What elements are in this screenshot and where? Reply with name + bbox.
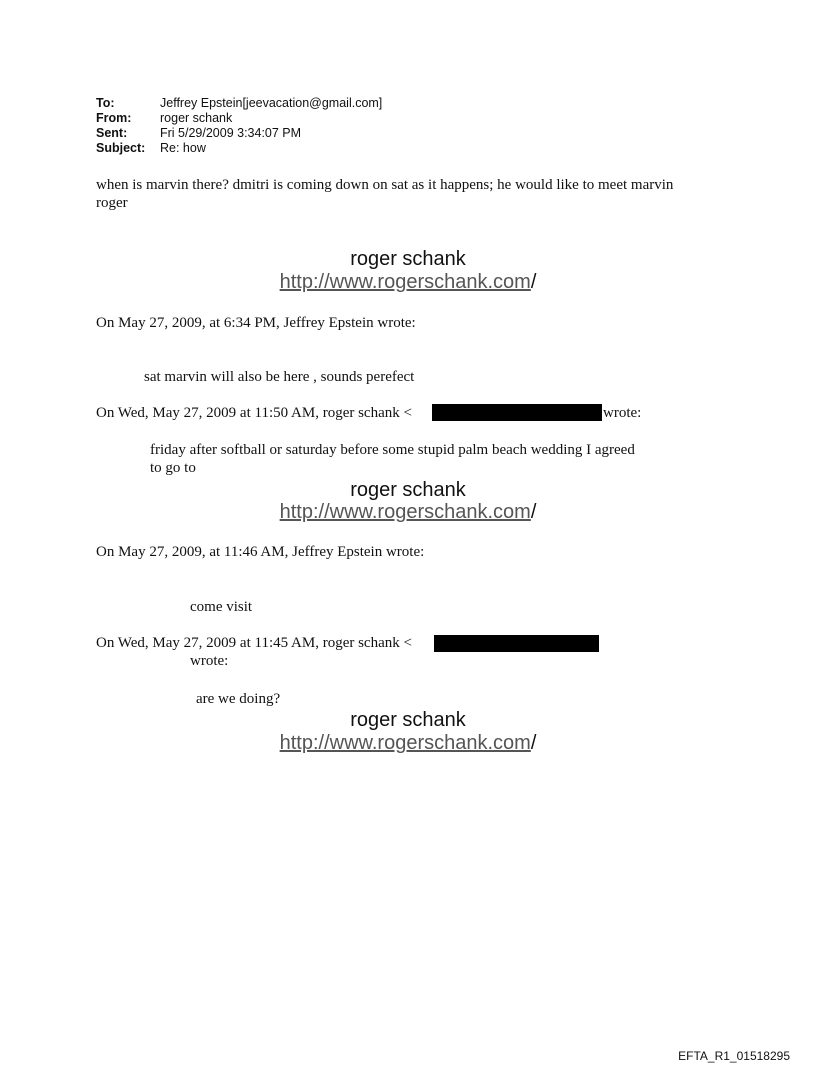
- quote2-intro: [96, 404, 412, 422]
- quote4-intro-suffix: wrote:: [190, 653, 229, 669]
- from-label: From:: [96, 111, 132, 125]
- redaction-box: [432, 404, 602, 421]
- quote4-intro-prefix: On Wed, May 27, 2009 at 11:45 AM, roger schank <: [96, 635, 412, 651]
- signature-url-link[interactable]: http://www.rogerschank.com: [279, 501, 531, 523]
- from-value: roger schank: [160, 111, 233, 125]
- document-id: EFTA_R1_01518295: [678, 1049, 790, 1063]
- quote4-body: are we doing?: [196, 691, 281, 707]
- quote1-body: sat marvin will also be here , sounds perefect: [144, 369, 415, 385]
- signature-url-link[interactable]: http://www.rogerschank.com: [279, 732, 531, 754]
- quote4-intro: [96, 634, 412, 652]
- quote1-intro: On May 27, 2009, at 6:34 PM, Jeffrey Epstein wrote:: [96, 315, 416, 331]
- signature-name: roger schank: [350, 479, 466, 501]
- signature-url-line: [0, 271, 816, 294]
- signature-url-slash: /: [530, 732, 537, 754]
- signature-url-line: [0, 501, 816, 524]
- quote3-body: come visit: [190, 599, 253, 615]
- signature-url-slash: /: [530, 501, 537, 523]
- message-line-1: when is marvin there? dmitri is coming down on sat as it happens; he would like to meet marvin: [96, 177, 674, 193]
- to-label: To:: [96, 96, 115, 110]
- quote2-intro-suffix: wrote:: [603, 405, 642, 421]
- quote2-intro-prefix: On Wed, May 27, 2009 at 11:50 AM, roger schank <: [96, 405, 412, 421]
- signature-name: roger schank: [350, 248, 466, 270]
- message-line-2: roger: [96, 195, 128, 211]
- signature-url-slash: /: [530, 271, 537, 293]
- sent-value: Fri 5/29/2009 3:34:07 PM: [160, 126, 302, 140]
- signature-name: roger schank: [350, 709, 466, 731]
- sent-label: Sent:: [96, 126, 128, 140]
- subject-label: Subject:: [96, 141, 146, 155]
- quote3-intro: On May 27, 2009, at 11:46 AM, Jeffrey Epstein wrote:: [96, 544, 425, 560]
- to-value: Jeffrey Epstein[jeevacation@gmail.com]: [160, 96, 383, 110]
- quote2-body-line-2: to go to: [150, 460, 196, 476]
- redaction-box: [434, 635, 599, 652]
- email-header: [96, 96, 496, 158]
- quote2-body-line-1: friday after softball or saturday before some stupid palm beach wedding I agreed: [150, 442, 635, 458]
- signature-url-line: [0, 732, 816, 755]
- subject-value: Re: how: [160, 141, 206, 155]
- signature-url-link[interactable]: http://www.rogerschank.com: [279, 271, 531, 293]
